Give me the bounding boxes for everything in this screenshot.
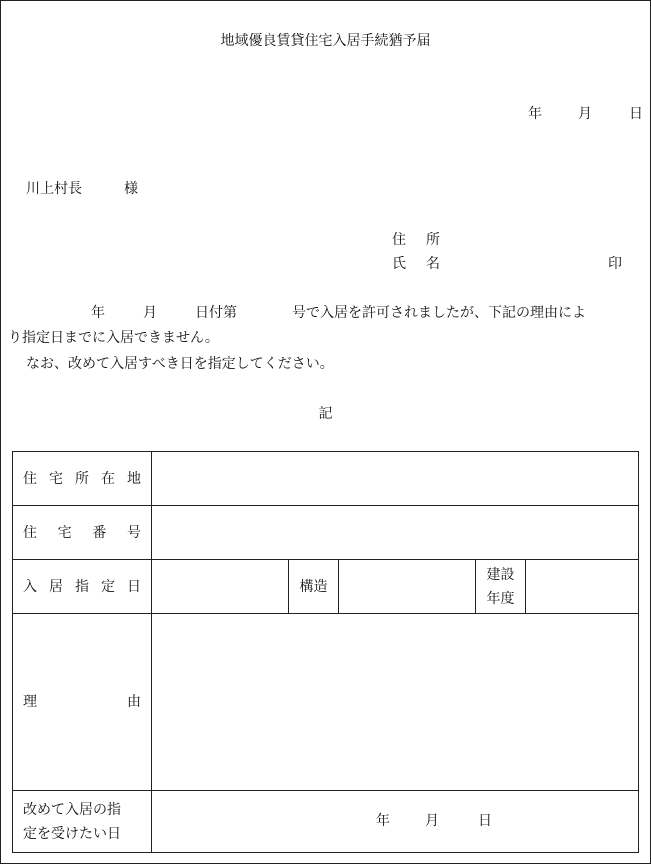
document-title: 地域優良賃貸住宅入居手続猶予届 — [220, 33, 431, 49]
number-value[interactable] — [152, 506, 639, 560]
row-location — [13, 452, 639, 506]
requested-year: 年 — [376, 813, 390, 829]
row-move-in — [13, 560, 639, 614]
structure-label: 構造 — [289, 560, 339, 614]
row-requested-date — [13, 791, 639, 853]
body-line-3: なお、改めて入居すべき日を指定してください。 — [26, 356, 334, 372]
location-label: 住 宅 所 在 地 — [13, 452, 152, 506]
addressee-honorific: 様 — [124, 181, 138, 197]
requested-label: 改めて入居の指 定を受けたい日 — [13, 791, 152, 853]
requested-day: 日 — [478, 813, 492, 829]
requested-date-value[interactable] — [152, 791, 639, 853]
applicant-address-label: 住 所 — [392, 232, 440, 248]
requested-month: 月 — [425, 813, 439, 829]
move-in-value[interactable] — [152, 560, 289, 614]
date-year: 年 — [528, 106, 542, 122]
seal-mark: 印 — [608, 256, 622, 272]
date-day: 日 — [629, 106, 643, 122]
body-line-2: り指定日までに入居できません。 — [8, 330, 219, 346]
row-number — [13, 506, 639, 560]
date-month: 月 — [578, 106, 592, 122]
built-year-value[interactable] — [526, 560, 639, 614]
row-reason — [13, 614, 639, 791]
built-year-label: 建設 年度 — [476, 560, 526, 614]
number-label: 住 宅 番 号 — [13, 506, 152, 560]
location-value[interactable] — [152, 452, 639, 506]
reason-value[interactable] — [152, 614, 639, 791]
addressee-name: 川上村長 — [26, 181, 82, 197]
form-table — [12, 451, 639, 853]
applicant-name-label: 氏 名 — [392, 256, 440, 272]
ki-heading: 記 — [318, 406, 333, 422]
move-in-label: 入 居 指 定 日 — [13, 560, 152, 614]
reason-label: 理 由 — [13, 614, 152, 791]
addressee — [26, 180, 138, 198]
structure-value[interactable] — [339, 560, 476, 614]
